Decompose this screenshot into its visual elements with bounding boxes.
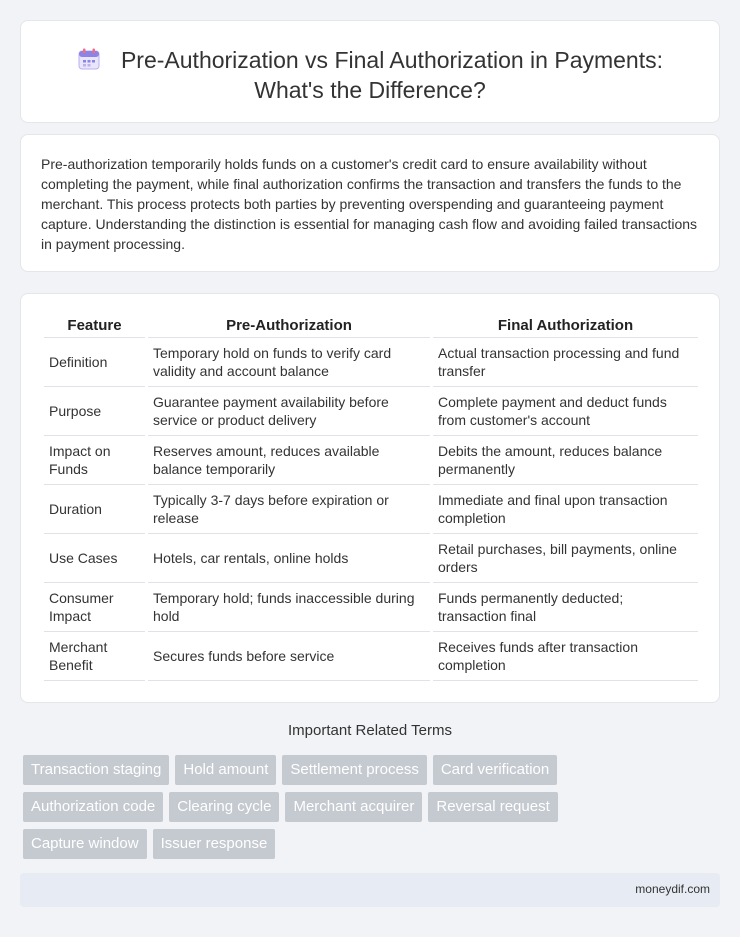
header-final-authorization: Final Authorization xyxy=(433,314,698,338)
term-tag[interactable]: Merchant acquirer xyxy=(285,792,422,822)
related-terms xyxy=(23,755,703,866)
final-auth-cell: Debits the amount, reduces balance permanently xyxy=(433,436,698,485)
table-row xyxy=(44,387,698,436)
final-auth-cell: Receives funds after transaction completion xyxy=(433,632,698,681)
pre-auth-cell: Guarantee payment availability before service or product delivery xyxy=(148,387,430,436)
final-auth-cell: Complete payment and deduct funds from customer's account xyxy=(433,387,698,436)
term-tag[interactable]: Authorization code xyxy=(23,792,163,822)
term-tag[interactable]: Reversal request xyxy=(428,792,557,822)
intro-text: Pre-authorization temporarily holds funds on a customer's credit card to ensure availability without completing the payment, while final authorization confirms the transaction and transfers the funds to the merchant. This process protects both parties by preventing overspending and guaranteeing payment capture. Understanding the distinction is essential for managing cash flow and avoiding failed transactions in payment processing. xyxy=(41,156,698,252)
term-tag[interactable]: Capture window xyxy=(23,829,147,859)
calendar-icon xyxy=(77,47,101,71)
pre-auth-cell: Reserves amount, reduces available balance temporarily xyxy=(148,436,430,485)
pre-auth-cell: Temporary hold on funds to verify card validity and account balance xyxy=(148,338,430,387)
term-tag[interactable]: Settlement process xyxy=(282,755,426,785)
table-row xyxy=(44,436,698,485)
feature-cell: Duration xyxy=(44,485,145,534)
term-row xyxy=(23,755,703,785)
comparison-table xyxy=(41,314,701,681)
term-row xyxy=(23,792,703,822)
final-auth-cell: Actual transaction processing and fund transfer xyxy=(433,338,698,387)
final-auth-cell: Retail purchases, bill payments, online orders xyxy=(433,534,698,583)
term-tag[interactable]: Card verification xyxy=(433,755,557,785)
table-header-row xyxy=(44,314,698,338)
comparison-card xyxy=(20,293,720,703)
footer xyxy=(20,873,720,907)
final-auth-cell: Funds permanently deducted; transaction final xyxy=(433,583,698,632)
feature-cell: Impact on Funds xyxy=(44,436,145,485)
term-tag[interactable]: Transaction staging xyxy=(23,755,169,785)
related-terms-title: Important Related Terms xyxy=(288,722,452,739)
table-row xyxy=(44,632,698,681)
term-tag[interactable]: Clearing cycle xyxy=(169,792,279,822)
title-line-2: What's the Difference? xyxy=(254,77,486,103)
header-feature: Feature xyxy=(44,314,145,338)
feature-cell: Consumer Impact xyxy=(44,583,145,632)
page-title xyxy=(21,45,719,105)
title-card xyxy=(20,20,720,123)
feature-cell: Definition xyxy=(44,338,145,387)
intro-card xyxy=(20,134,720,272)
feature-cell: Use Cases xyxy=(44,534,145,583)
feature-cell: Purpose xyxy=(44,387,145,436)
table-row xyxy=(44,338,698,387)
pre-auth-cell: Typically 3-7 days before expiration or release xyxy=(148,485,430,534)
term-row xyxy=(23,829,703,859)
pre-auth-cell: Secures funds before service xyxy=(148,632,430,681)
title-line-1: Pre-Authorization vs Final Authorization in Payments: xyxy=(120,47,664,73)
pre-auth-cell: Hotels, car rentals, online holds xyxy=(148,534,430,583)
table-row xyxy=(44,534,698,583)
term-tag[interactable]: Issuer response xyxy=(153,829,276,859)
pre-auth-cell: Temporary hold; funds inaccessible during hold xyxy=(148,583,430,632)
term-tag[interactable]: Hold amount xyxy=(175,755,276,785)
final-auth-cell: Immediate and final upon transaction completion xyxy=(433,485,698,534)
table-row xyxy=(44,583,698,632)
header-pre-authorization: Pre-Authorization xyxy=(148,314,430,338)
footer-site[interactable]: moneydif.com xyxy=(635,882,710,896)
table-row xyxy=(44,485,698,534)
feature-cell: Merchant Benefit xyxy=(44,632,145,681)
